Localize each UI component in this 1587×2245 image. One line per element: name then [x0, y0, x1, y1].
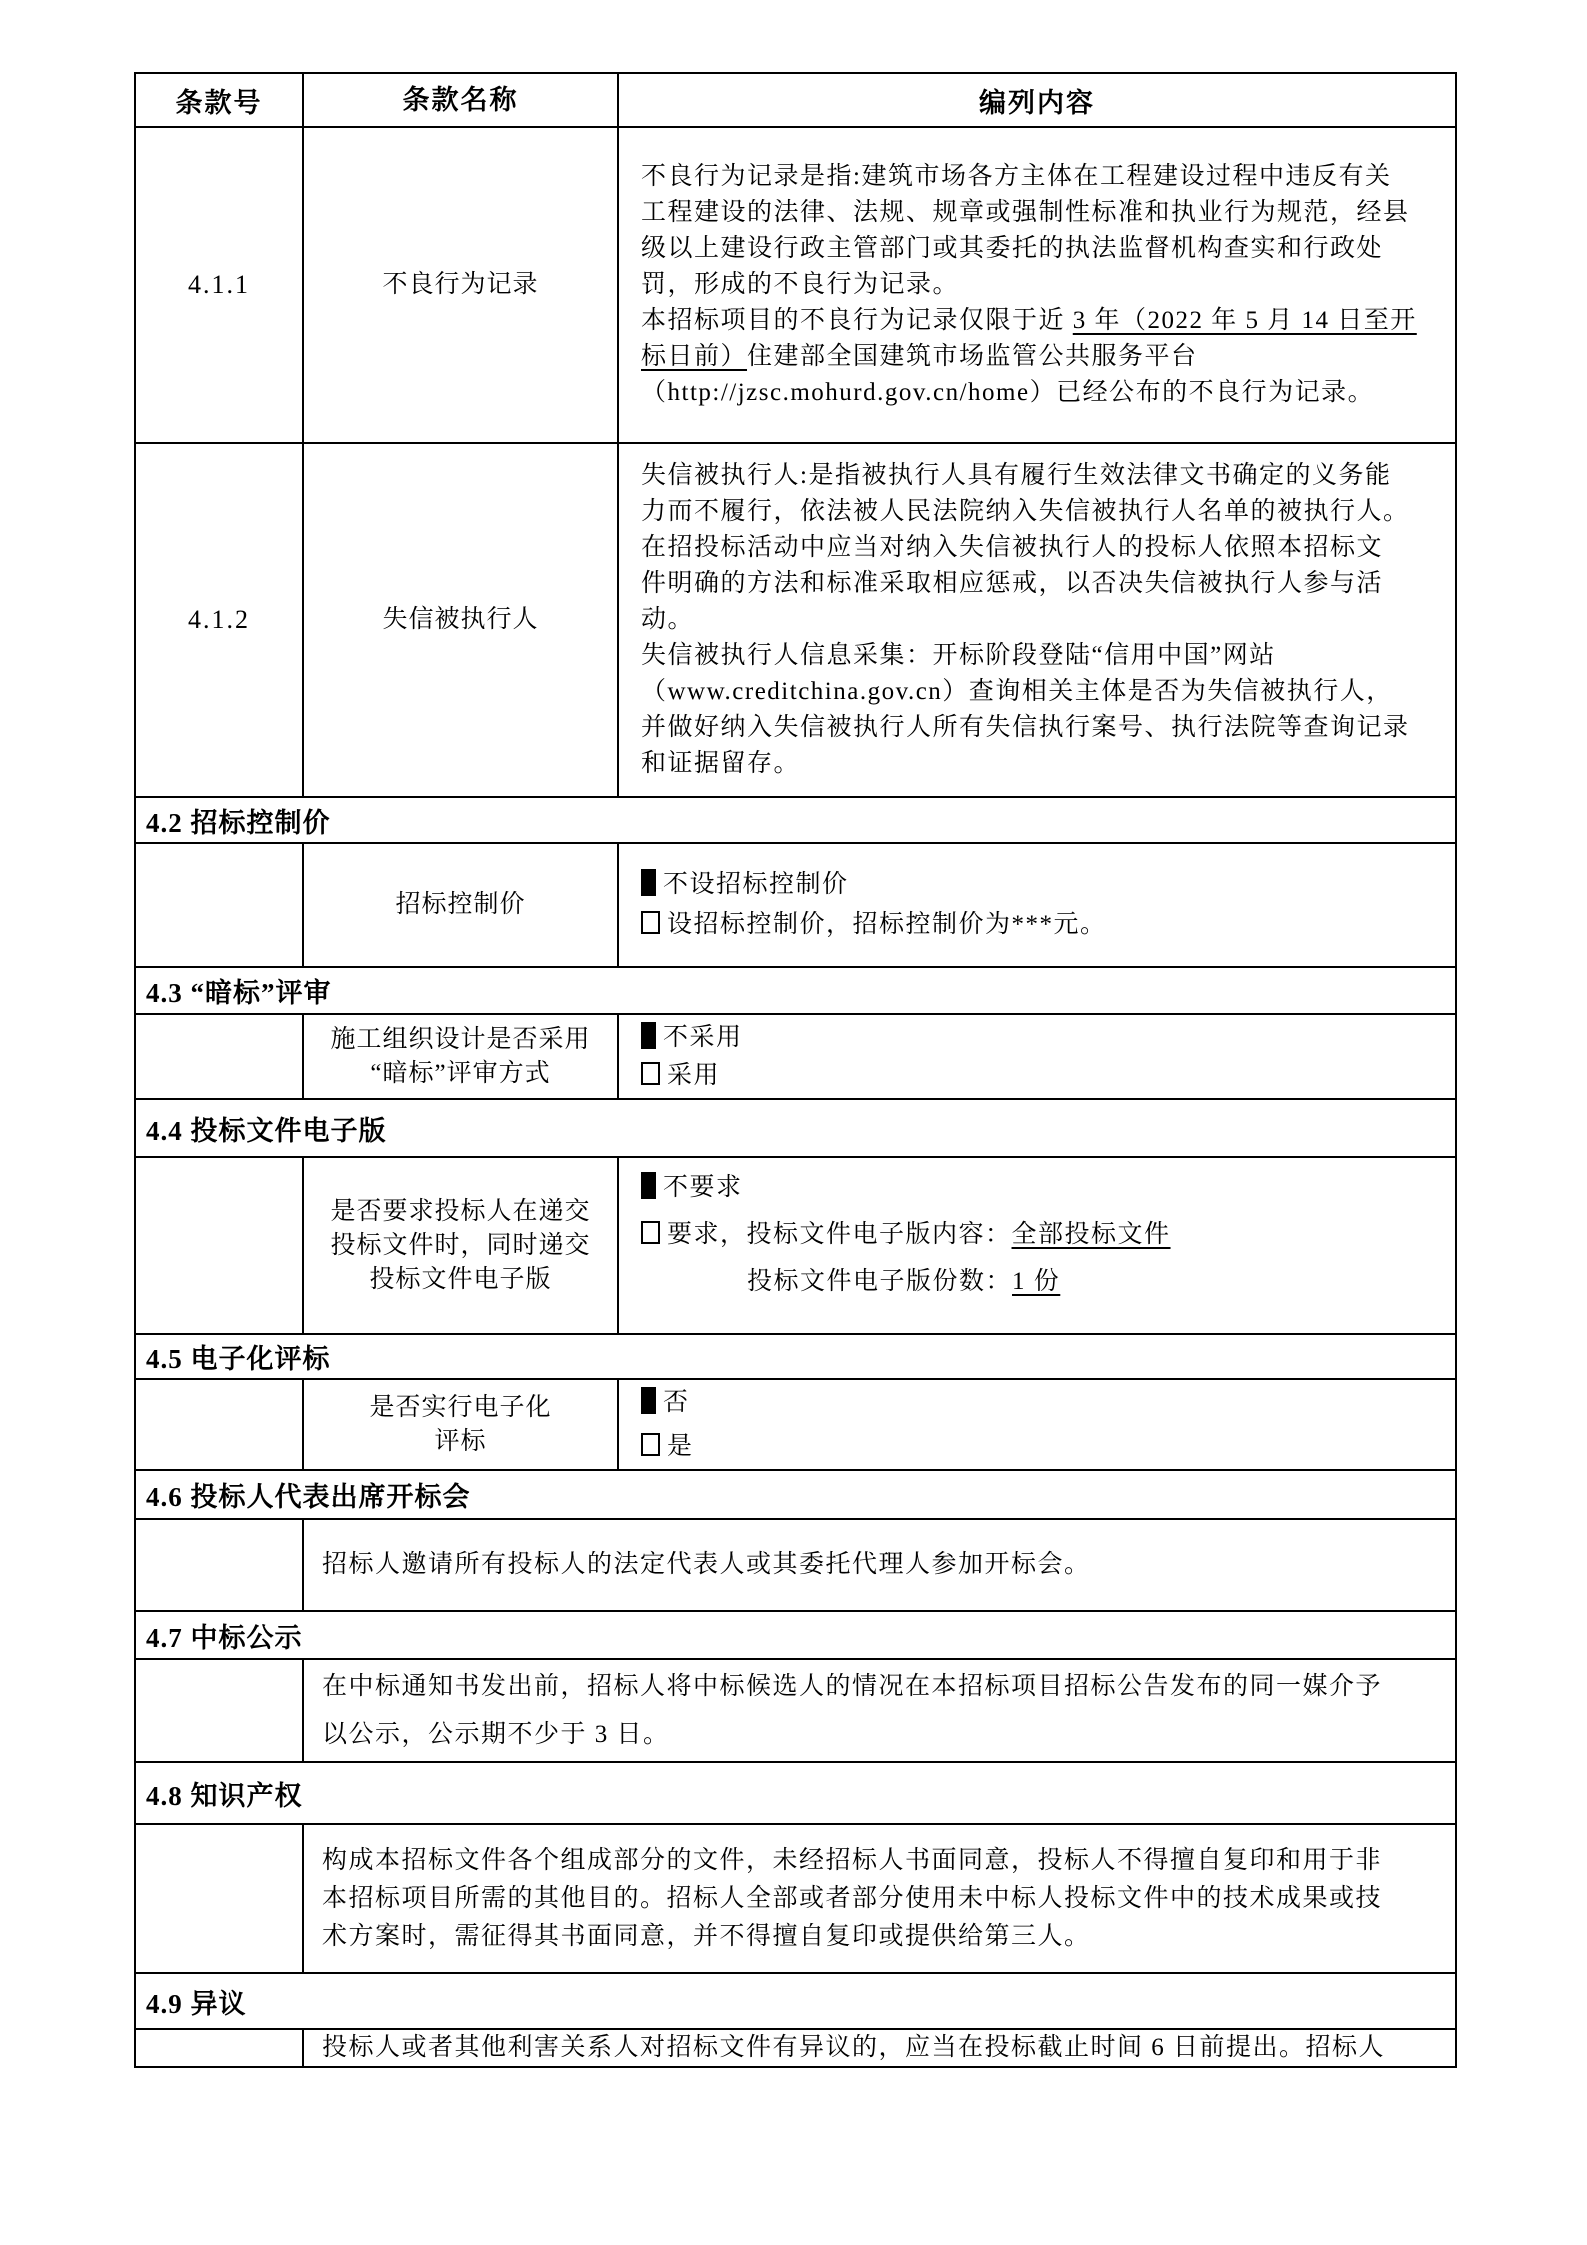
- clause-name-cell: [304, 128, 619, 442]
- underlined-text-segment: 3 年（2022 年 5 月 14 日至开: [1072, 307, 1417, 334]
- section-title: 4.2 招标控制价: [146, 807, 331, 838]
- text-segment: 投标文件电子版份数：: [641, 1268, 1013, 1295]
- clause-no-cell: [136, 1380, 304, 1469]
- text-segment: 本招标项目所需的其他目的。招标人全部或者部分使用未中标人投标文件中的技术成果或技: [322, 1884, 1383, 1912]
- merged-content-cell: [304, 2030, 1455, 2066]
- section-row: [136, 1469, 1455, 1518]
- content-line: [641, 905, 1455, 945]
- section-title: 4.5 电子化评标: [146, 1344, 331, 1374]
- content-line: [641, 494, 1455, 530]
- checkbox-filled-icon: [641, 1387, 656, 1414]
- content-line: [322, 1546, 1455, 1584]
- content-line: [641, 674, 1455, 710]
- checkbox-empty-icon: [641, 1433, 660, 1456]
- text-segment: 要求，投标文件电子版内容：: [667, 1221, 1012, 1248]
- clause-no-cell: [136, 1015, 304, 1098]
- text-segment: 设招标控制价，招标控制价为***元。: [667, 911, 1107, 938]
- cell-text: 条款号: [175, 87, 263, 118]
- content-line: [641, 1019, 1455, 1057]
- cell-text: 编列内容: [979, 87, 1095, 118]
- clause-name-line: “暗标”评审方式: [370, 1059, 551, 1087]
- section-row: [136, 966, 1455, 1013]
- content-line: [641, 1211, 1455, 1258]
- section-row: [136, 1761, 1455, 1823]
- clause-name-cell: [304, 1158, 619, 1333]
- text-segment: 否: [663, 1388, 690, 1416]
- clause-content-cell: [619, 128, 1455, 442]
- text-segment: （http://jzsc.mohurd.gov.cn/home）已经公布的不良行为记录。: [641, 379, 1375, 406]
- checkbox-filled-icon: [641, 1172, 656, 1199]
- table-row: [136, 1013, 1455, 1098]
- text-segment: 失信被执行人信息采集：开标阶段登陆“信用中国”网站: [641, 642, 1276, 669]
- content-line: [641, 231, 1455, 267]
- header-content: [619, 74, 1455, 126]
- content-line: [641, 1057, 1455, 1095]
- clause-no-cell: [136, 844, 304, 966]
- content-line: [322, 1663, 1455, 1711]
- clause-no-cell: [136, 1825, 304, 1972]
- merged-content-cell: [304, 1520, 1455, 1610]
- text-segment: 和证据留存。: [641, 750, 801, 777]
- content-line: [322, 1880, 1455, 1918]
- content-line: [322, 2031, 1455, 2065]
- merged-content-cell: [304, 1825, 1455, 1972]
- section-title: 4.6 投标人代表出席开标会: [146, 1482, 471, 1512]
- text-segment: 投标人或者其他利害关系人对招标文件有异议的，应当在投标截止时间 6 日前提出。招标人: [322, 2034, 1386, 2061]
- clause-content-cell: [619, 1380, 1455, 1469]
- table-row: [136, 1378, 1455, 1469]
- checkbox-empty-icon: [641, 911, 660, 934]
- text-segment: 本招标项目的不良行为记录仅限于近: [641, 307, 1073, 334]
- clause-name-line: 招标控制价: [395, 891, 526, 918]
- clause-no-cell: [136, 1520, 304, 1610]
- section-row: [136, 796, 1455, 842]
- clause-content-cell: [619, 1015, 1455, 1098]
- merged-content-cell: [304, 1660, 1455, 1761]
- table-row: [136, 126, 1455, 442]
- section-title: 4.4 投标文件电子版: [146, 1115, 387, 1146]
- table-row: [136, 1518, 1455, 1610]
- text-segment: 件明确的方法和标准采取相应惩戒，以否决失信被执行人参与活: [641, 570, 1384, 597]
- table-row: [136, 1658, 1455, 1761]
- text-segment: 以公示，公示期不少于 3 日。: [322, 1720, 670, 1748]
- text-segment: 在中标通知书发出前，招标人将中标候选人的情况在本招标项目招标公告发布的同一媒介予: [322, 1672, 1383, 1700]
- text-segment: 罚，形成的不良行为记录。: [641, 271, 960, 298]
- cell-text: 条款名称: [402, 85, 519, 115]
- section-title: 4.9 异议: [146, 1988, 247, 2019]
- underlined-text-segment: 全部投标文件: [1011, 1221, 1171, 1248]
- text-segment: 招标人邀请所有投标人的法定代表人或其委托代理人参加开标会。: [322, 1551, 1091, 1578]
- text-segment: 不采用: [663, 1023, 743, 1051]
- section-row: [136, 1333, 1455, 1378]
- text-segment: 并做好纳入失信被执行人所有失信执行案号、执行法院等查询记录: [641, 714, 1410, 741]
- section-title: 4.7 中标公示: [146, 1622, 303, 1653]
- text-segment: 不良行为记录是指:建筑市场各方主体在工程建设过程中违反有关: [641, 163, 1392, 190]
- table-row: [136, 1823, 1455, 1972]
- cell-text: 4.1.1: [188, 270, 250, 299]
- clause-name-line: 不良行为记录: [382, 271, 539, 298]
- content-line: [641, 195, 1455, 231]
- content-line: [641, 638, 1455, 674]
- checkbox-empty-icon: [641, 1062, 660, 1085]
- table-row: [136, 842, 1455, 966]
- content-line: [641, 339, 1455, 375]
- clause-name-cell: [304, 444, 619, 796]
- text-segment: 术方案时，需征得其书面同意，并不得擅自复印或提供给第三人。: [322, 1922, 1091, 1950]
- text-segment: 是: [667, 1432, 694, 1460]
- content-line: [641, 375, 1455, 411]
- text-segment: （www.creditchina.gov.cn）查询相关主体是否为失信被执行人，: [641, 678, 1393, 705]
- text-segment: 采用: [667, 1061, 721, 1089]
- section-title: 4.3 “暗标”评审: [146, 978, 332, 1008]
- underlined-text-segment: 标日前）: [641, 343, 748, 370]
- content-line: [641, 159, 1455, 195]
- content-line: [641, 458, 1455, 494]
- clause-no-cell: [136, 444, 304, 796]
- text-segment: 构成本招标文件各个组成部分的文件，未经招标人书面同意，投标人不得擅自复印和用于非: [322, 1846, 1383, 1874]
- content-line: [641, 710, 1455, 746]
- clause-no-cell: [136, 1660, 304, 1761]
- clause-name-line: 施工组织设计是否采用: [330, 1025, 591, 1053]
- checkbox-empty-icon: [641, 1221, 660, 1244]
- clause-no-cell: [136, 2030, 304, 2066]
- text-segment: 失信被执行人:是指被执行人具有履行生效法律文书确定的义务能: [641, 462, 1392, 489]
- table-row: [136, 2028, 1455, 2066]
- clause-name-line: 评标: [434, 1427, 487, 1455]
- table-row: [136, 442, 1455, 796]
- table-header-row: [136, 74, 1455, 126]
- content-line: [322, 1918, 1455, 1956]
- text-segment: 动。: [641, 606, 695, 633]
- underlined-text-segment: 1 份: [1012, 1268, 1061, 1295]
- text-segment: 在招投标活动中应当对纳入失信被执行人的投标人依照本招标文: [641, 534, 1384, 561]
- section-row: [136, 1610, 1455, 1658]
- text-segment: 工程建设的法律、法规、规章或强制性标准和执业行为规范，经县: [641, 199, 1410, 226]
- content-line: [641, 566, 1455, 602]
- clause-name-line: 投标文件时，同时递交: [330, 1231, 591, 1259]
- content-line: [322, 1842, 1455, 1880]
- text-segment: 力而不履行，依法被人民法院纳入失信被执行人名单的被执行人。: [641, 498, 1410, 525]
- text-segment: 不要求: [663, 1174, 743, 1201]
- header-clause-no: [136, 74, 304, 126]
- clause-name-line: 投标文件电子版: [369, 1265, 552, 1293]
- content-line: [641, 1425, 1455, 1469]
- clause-name-line: 是否要求投标人在递交: [330, 1197, 591, 1225]
- content-line: [641, 602, 1455, 638]
- clause-no-cell: [136, 128, 304, 442]
- clauses-table: [134, 72, 1457, 2068]
- table-row: [136, 1156, 1455, 1333]
- text-segment: 级以上建设行政主管部门或其委托的执法监督机构查实和行政处: [641, 235, 1384, 262]
- clause-name-cell: [304, 1380, 619, 1469]
- clause-content-cell: [619, 1158, 1455, 1333]
- content-line: [641, 1381, 1455, 1425]
- clause-name-line: 失信被执行人: [382, 606, 539, 633]
- clause-content-cell: [619, 444, 1455, 796]
- content-line: [641, 530, 1455, 566]
- header-clause-name: [304, 74, 619, 126]
- text-segment: 住建部全国建筑市场监管公共服务平台: [747, 343, 1198, 370]
- clause-name-cell: [304, 1015, 619, 1098]
- content-line: [641, 1164, 1455, 1211]
- clause-name-line: 是否实行电子化: [369, 1393, 552, 1421]
- checkbox-filled-icon: [641, 1022, 656, 1049]
- content-line: [641, 1258, 1455, 1305]
- content-line: [641, 865, 1455, 905]
- section-row: [136, 1098, 1455, 1156]
- text-segment: 不设招标控制价: [663, 871, 849, 898]
- content-line: [322, 1711, 1455, 1759]
- clause-name-cell: [304, 844, 619, 966]
- clause-no-cell: [136, 1158, 304, 1333]
- clause-content-cell: [619, 844, 1455, 966]
- content-line: [641, 267, 1455, 303]
- cell-text: 4.1.2: [188, 605, 250, 634]
- content-line: [641, 746, 1455, 782]
- content-line: [641, 303, 1455, 339]
- checkbox-filled-icon: [641, 869, 656, 896]
- section-title: 4.8 知识产权: [146, 1780, 303, 1811]
- section-row: [136, 1972, 1455, 2028]
